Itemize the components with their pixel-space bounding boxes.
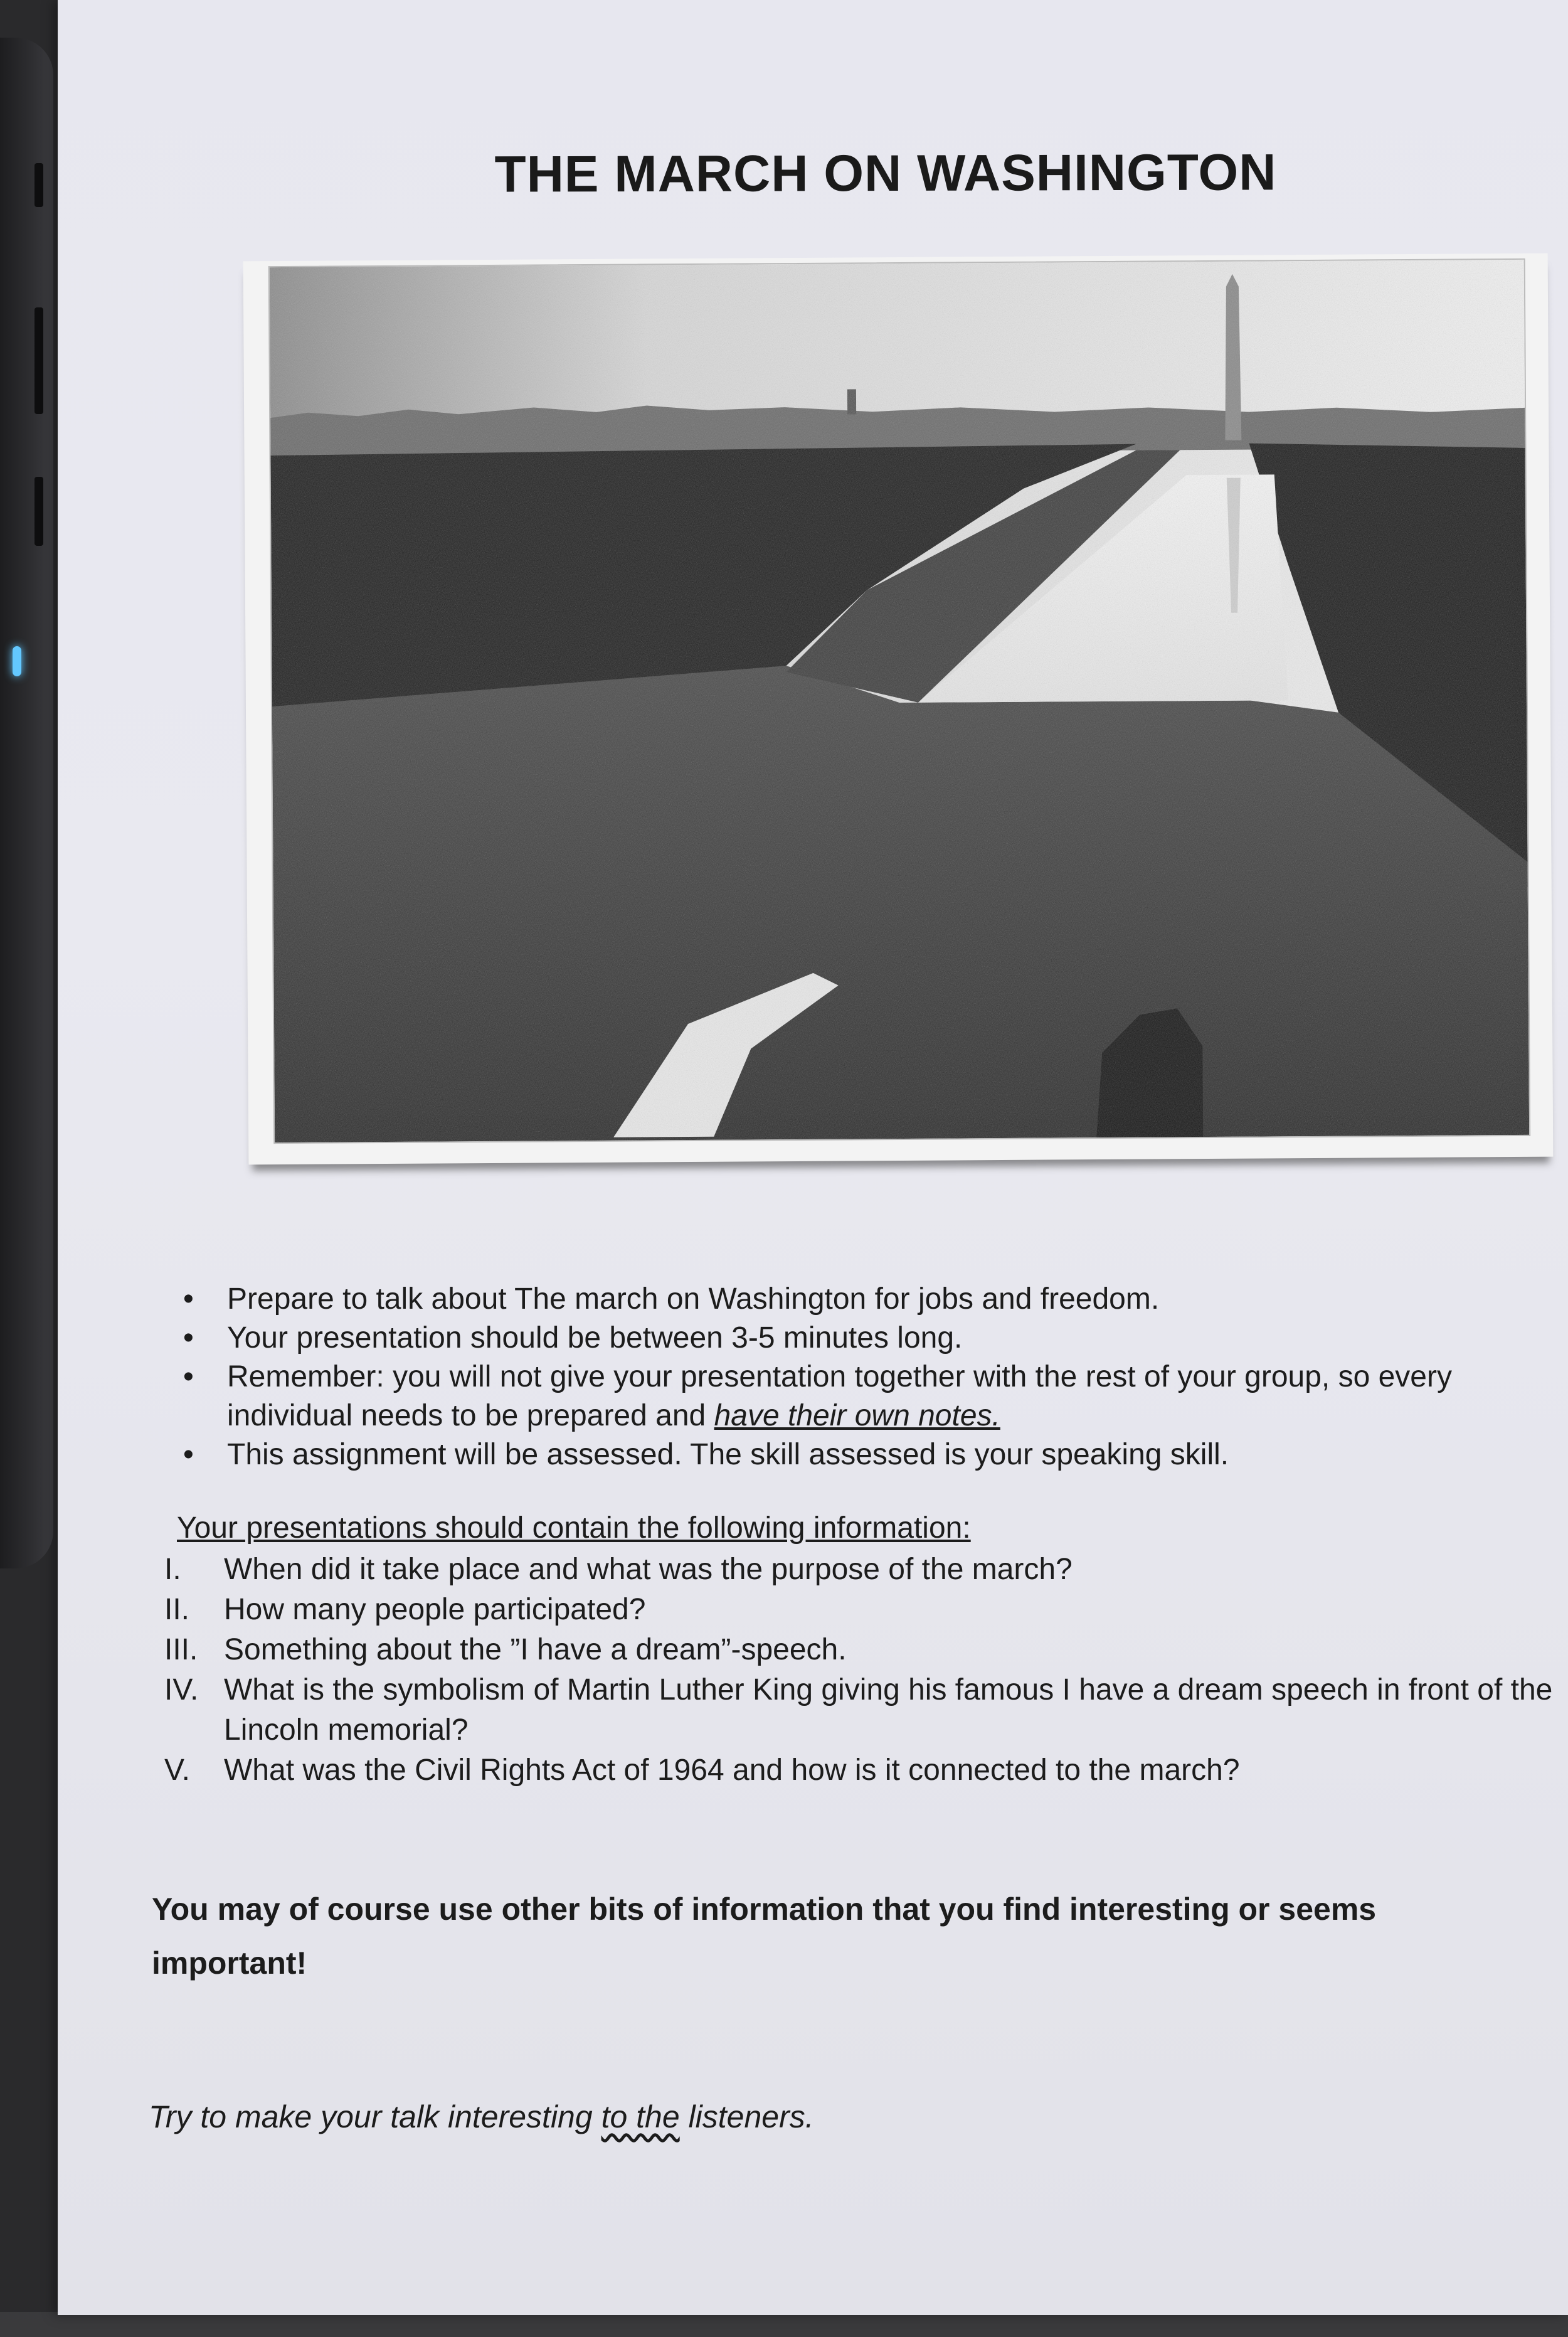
question-number: V. <box>164 1754 190 1787</box>
photo-frame <box>243 253 1554 1165</box>
list-item: • Your presentation should be between 3-5 minutes long. <box>183 1319 1532 1358</box>
laptop-port <box>34 307 43 414</box>
closing-line <box>149 2099 814 2135</box>
closing-text: Try to make your talk interesting <box>149 2099 601 2134</box>
status-led-icon <box>13 646 21 676</box>
closing-text-end: listeners. <box>679 2099 814 2134</box>
question-item <box>164 1750 1568 1791</box>
question-text: Something about the ”I have a dream”-speech. <box>224 1633 847 1666</box>
question-item <box>164 1670 1568 1750</box>
info-heading: Your presentations should contain the following information: <box>177 1511 971 1545</box>
question-text: What is the symbolism of Martin Luther King giving his famous I have a dream speech in front of the Lincoln memorial? <box>224 1673 1553 1747</box>
question-item <box>164 1630 1568 1670</box>
worksheet-page <box>58 0 1568 2315</box>
question-number: III. <box>164 1633 198 1666</box>
desk-surface <box>0 2312 1568 2337</box>
remember-text: Remember: you will not give your presentation together with the rest of your group, so every individual needs to be prepared and <box>227 1360 1452 1432</box>
question-text: What was the Civil Rights Act of 1964 and how is it connected to the march? <box>224 1754 1240 1787</box>
laptop-port <box>34 163 43 207</box>
question-text: How many people participated? <box>224 1593 646 1626</box>
closing-underlined: to the <box>601 2099 680 2134</box>
bold-note: You may of course use other bits of information that you find interesting or seems important! <box>152 1892 1377 1981</box>
page-title: THE MARCH ON WASHINGTON <box>494 144 1277 203</box>
list-item <box>183 1358 1532 1435</box>
question-text: When did it take place and what was the purpose of the march? <box>224 1553 1073 1586</box>
list-item: • This assignment will be assessed. The skill assessed is your speaking skill. <box>183 1435 1532 1474</box>
list-item: • Prepare to talk about The march on Washington for jobs and freedom. <box>183 1280 1532 1319</box>
laptop-port <box>34 477 43 546</box>
march-crowd-photo <box>268 258 1531 1144</box>
question-number: I. <box>164 1553 181 1586</box>
question-number: IV. <box>164 1673 199 1706</box>
question-list <box>164 1550 1568 1791</box>
own-notes-emphasis: have their own notes. <box>714 1399 1000 1432</box>
laptop-edge <box>0 38 53 1568</box>
instruction-list <box>183 1280 1532 1474</box>
question-item <box>164 1590 1568 1630</box>
question-number: II. <box>164 1593 190 1626</box>
question-item <box>164 1550 1568 1590</box>
